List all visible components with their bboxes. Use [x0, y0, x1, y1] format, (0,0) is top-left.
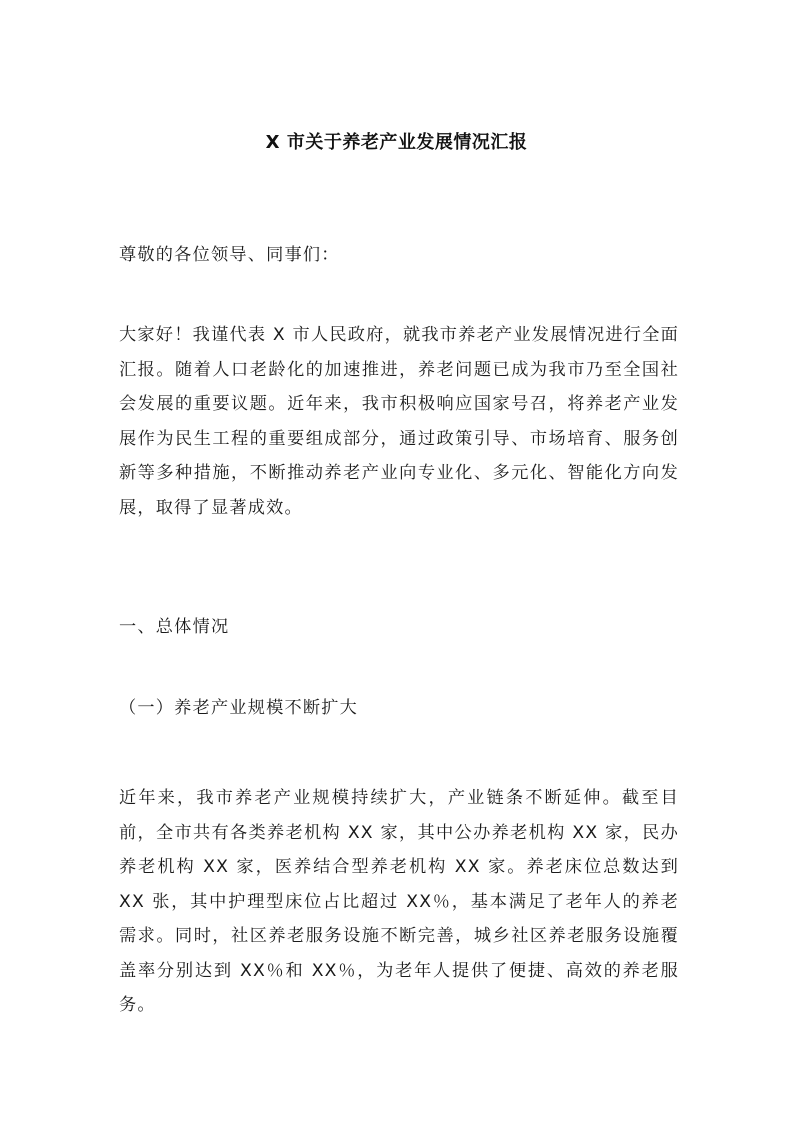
section-paragraph: 近年来，我市养老产业规模持续扩大，产业链条不断延伸。截至目前，全市共有各类养老机构 XX 家，其中公办养老机构 XX 家，民办养老机构 XX 家，医养结合型养老机构 XX 家。养老床位总数达到 XX 张，其中护理型床位占比超过 XX％，基本满足了老年人的养老需求。同时，社区养老服务设施不断完善，城乡社区养老服务设施覆盖率分别达到 XX％和 XX％，为老年人提供了便捷、高效的养老服务。 [119, 788, 679, 1015]
subsection-heading: （一）养老产业规模不断扩大 [119, 698, 359, 718]
intro-paragraph: 大家好！我谨代表 X 市人民政府，就我市养老产业发展情况进行全面汇报。随着人口老龄化的加速推进，养老问题已成为我市乃至全国社会发展的重要议题。近年来，我市积极响应国家号召，将养老产业发展作为民生工程的重要组成部分，通过政策引导、市场培育、服务创新等多种措施，不断推动养老产业向专业化、多元化、智能化方向发展，取得了显著成效。 [119, 325, 679, 518]
section-heading: 一、总体情况 [119, 617, 230, 637]
salutation: 尊敬的各位领导、同事们： [119, 245, 340, 265]
document-title: X 市关于养老产业发展情况汇报 [265, 132, 528, 153]
